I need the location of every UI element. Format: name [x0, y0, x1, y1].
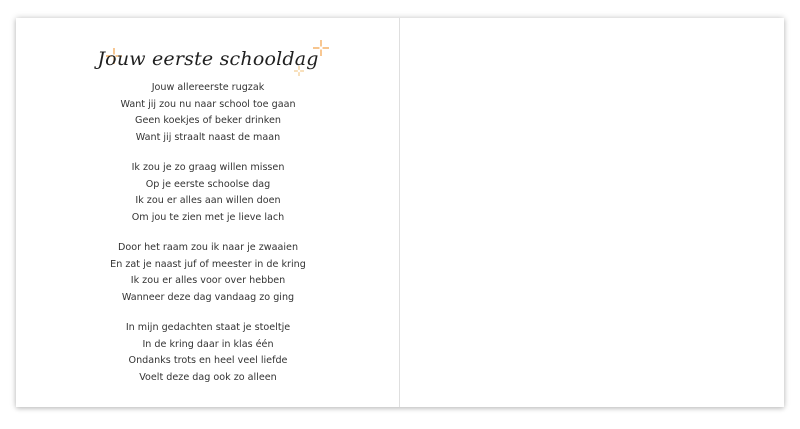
book-spread: [16, 18, 784, 407]
right-page: [400, 18, 784, 407]
stanza: [16, 160, 400, 226]
poem-line: Want jij zou nu naar school toe gaan: [120, 98, 296, 110]
poem-line: Want jij straalt naast de maan: [135, 131, 281, 143]
poem-line: In mijn gedachten staat je stoeltje: [125, 322, 291, 333]
stanza: [16, 240, 400, 306]
poem-line: Ik zou er alles voor over hebben: [130, 275, 286, 286]
poem: [16, 80, 400, 400]
poem-line: Wanneer deze dag vandaag zo ging: [121, 291, 295, 303]
poem-line: Door het raam zou ik naar je zwaaien: [117, 242, 299, 253]
left-page: [16, 18, 400, 407]
poem-line: Ondanks trots en heel veel liefde: [128, 355, 288, 366]
poem-line: Geen koekjes of beker drinken: [135, 115, 281, 126]
poem-line: In de kring daar in klas één: [142, 338, 274, 350]
poem-line: Ik zou er alles aan willen doen: [135, 195, 281, 206]
poem-line: Jouw allereerste rugzak: [151, 82, 265, 93]
page-title: Jouw eerste schooldag: [97, 48, 319, 70]
stanza: [16, 320, 400, 386]
poem-line: En zat je naast juf of meester in de kring: [110, 258, 306, 270]
poem-line: Op je eerste schoolse dag: [145, 178, 271, 190]
poem-line: Ik zou je zo graag willen missen: [131, 162, 285, 173]
stanza: [16, 80, 400, 146]
title-container: [16, 48, 400, 70]
poem-line: Voelt deze dag ook zo alleen: [139, 371, 277, 383]
poem-line: Om jou te zien met je lieve lach: [131, 211, 285, 223]
